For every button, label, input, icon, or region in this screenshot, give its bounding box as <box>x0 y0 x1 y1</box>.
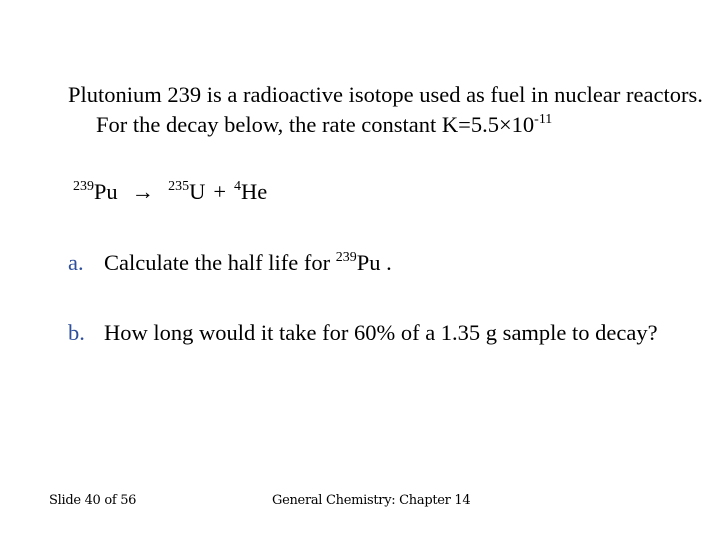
footer-course-title: General Chemistry: Chapter 14 <box>272 493 471 508</box>
question-b <box>68 318 658 348</box>
reactant-mass-number: 239 <box>73 179 94 195</box>
reaction-arrow: → <box>131 179 155 204</box>
question-a-isotope-symbol: Pu <box>356 250 381 275</box>
decay-equation <box>73 177 267 211</box>
question-a-text: Calculate the half life for <box>104 250 331 275</box>
reactant-symbol: Pu <box>93 179 118 204</box>
question-a <box>68 248 392 282</box>
question-a-end: . <box>380 250 392 275</box>
intro-text: Plutonium 239 is a radioactive isotope used as fuel in nuclear reactors. For the decay below, the rate constant K=5.5×10 <box>68 82 703 137</box>
product1-mass-number: 235 <box>168 179 190 195</box>
question-a-isotope-mass: 239 <box>335 250 357 266</box>
product1-symbol: U <box>189 179 206 204</box>
question-a-marker: a. <box>68 250 84 275</box>
question-b-marker: b. <box>68 320 85 345</box>
intro-paragraph <box>68 80 716 144</box>
slide-counter: Slide 40 of 56 <box>49 493 137 508</box>
product2-mass-number: 4 <box>234 179 241 195</box>
rate-constant-exponent: -11 <box>534 112 553 128</box>
product2-symbol: He <box>241 179 268 204</box>
plus-sign: + <box>213 179 227 204</box>
question-b-text: How long would it take for 60% of a 1.35 g sample to decay? <box>104 320 658 345</box>
